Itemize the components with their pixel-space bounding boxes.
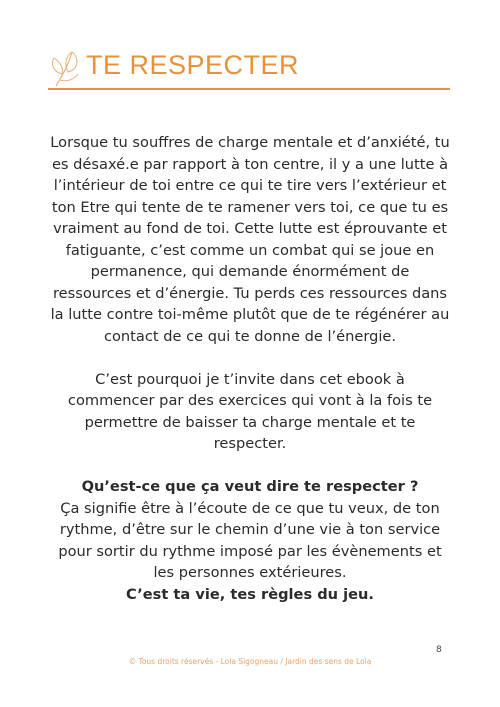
copyright-footer: © Tous droits réservés - Lola Sigogneau / Jardin des sens de Lola bbox=[128, 657, 372, 666]
paragraph-invitation: C’est pourquoi je t’invite dans cet ebook à commencer par des exercices qui vont à la fois te permettre de baisser ta charge mentale et te respecter. bbox=[67, 370, 433, 452]
paragraph-intro: Lorsque tu souffres de charge mentale et d’anxiété, tu es désaxé.e par rapport à ton centre, il y a une lutte à l’intérieur de toi entre ce qui te tire vers l’extérieur et ton Etre qui tente de te ramener vers toi, ce que tu es vraiment au fond de toi. Cette lutte est éprouvante et fatiguante, c’est comme un combat qui se joue en permanence, qui demande énormément de ressources et d’énergie. Tu perds ces ressources dans la lutte contre toi-même plutôt que de te régénérer au contact de ce qui te donne de l’énergie. bbox=[50, 134, 450, 345]
page-title: TE RESPECTER bbox=[86, 50, 300, 80]
page-header bbox=[48, 44, 450, 92]
page-number: 8 bbox=[436, 645, 442, 655]
closing-statement: C’est ta vie, tes règles du jeu. bbox=[126, 585, 374, 603]
leaf-icon bbox=[48, 48, 82, 88]
question-heading: Qu’est-ce que ça veut dire te respecter ? bbox=[81, 478, 419, 495]
title-divider bbox=[48, 88, 450, 90]
main-content bbox=[50, 132, 450, 605]
paragraph-answer: Ça signifie être à l’écoute de ce que tu veux, de ton rythme, d’être sur le chemin d’une vie à ton service pour sortir du rythme imposé par les évènements et les personnes extérieures. bbox=[58, 499, 442, 581]
